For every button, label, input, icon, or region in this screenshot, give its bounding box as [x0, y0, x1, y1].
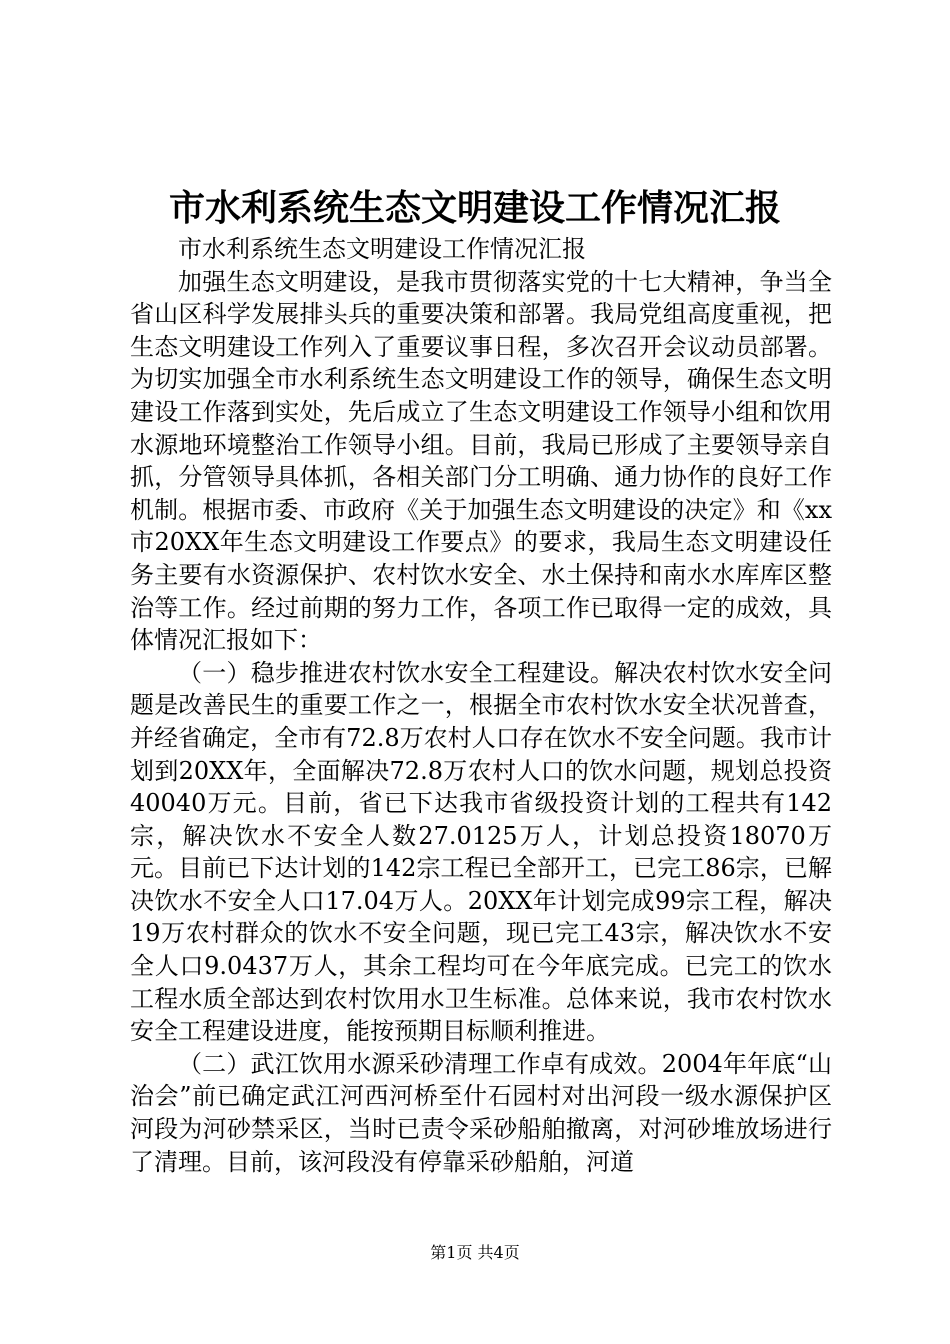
page-number-footer: 第1页 共4页 [430, 1243, 520, 1262]
section-1-paragraph: （一）稳步推进农村饮水安全工程建设。解决农村饮水安全问题是改善民生的重要工作之一，根据全市农村饮水安全状况普查，并经省确定，全市有72.8万农村人口存在饮水不安全问题。我市计划到20XX年，全面解决72.8万农村人口的饮水问题，规划总投资40040万元。目前，省已下达我市省级投资计划的工程共有142宗，解决饮水不安全人数27.0125万人，计划总投资18070万元。目前已下达计划的142宗工程已全部开工，已完工86宗，已解决饮水不安全人口17.04万人。20XX年计划完成99宗工程，解决19万农村群众的饮水不安全问题，现已完工43宗，解决饮水不安全人口9.0437万人，其余工程均可在今年底完成。已完工的饮水工程水质全部达到农村饮用水卫生标准。总体来说，我市农村饮水安全工程建设进度，能按预期目标顺利推进。 [130, 658, 832, 1046]
document-body [130, 233, 832, 1178]
intro-paragraph: 加强生态文明建设，是我市贯彻落实党的十七大精神，争当全省山区科学发展排头兵的重要决策和部署。我局党组高度重视，把生态文明建设工作列入了重要议事日程，多次召开会议动员部署。为切实加强全市水利系统生态文明建设工作的领导，确保生态文明建设工作落到实处，先后成立了生态文明建设工作领导小组和饮用水源地环境整治工作领导小组。目前，我局已形成了主要领导亲自抓，分管领导具体抓，各相关部门分工明确、通力协作的良好工作机制。根据市委、市政府《关于加强生态文明建设的决定》和《xx市20XX年生态文明建设工作要点》的要求，我局生态文明建设任务主要有水资源保护、农村饮水安全、水土保持和南水水库库区整治等工作。经过前期的努力工作，各项工作已取得一定的成效，具体情况汇报如下： [130, 267, 832, 655]
subtitle-paragraph: 市水利系统生态文明建设工作情况汇报 [178, 235, 586, 263]
section-2-paragraph: （二）武江饮用水源采砂清理工作卓有成效。2004年年底“山治会”前已确定武江河西河桥至什石园村对出河段一级水源保护区河段为河砂禁采区，当时已责令采砂船舶撤离，对河砂堆放场进行了清理。目前，该河段没有停靠采砂船舶，河道 [130, 1049, 832, 1176]
document-title: 市水利系统生态文明建设工作情况汇报 [168, 187, 781, 229]
